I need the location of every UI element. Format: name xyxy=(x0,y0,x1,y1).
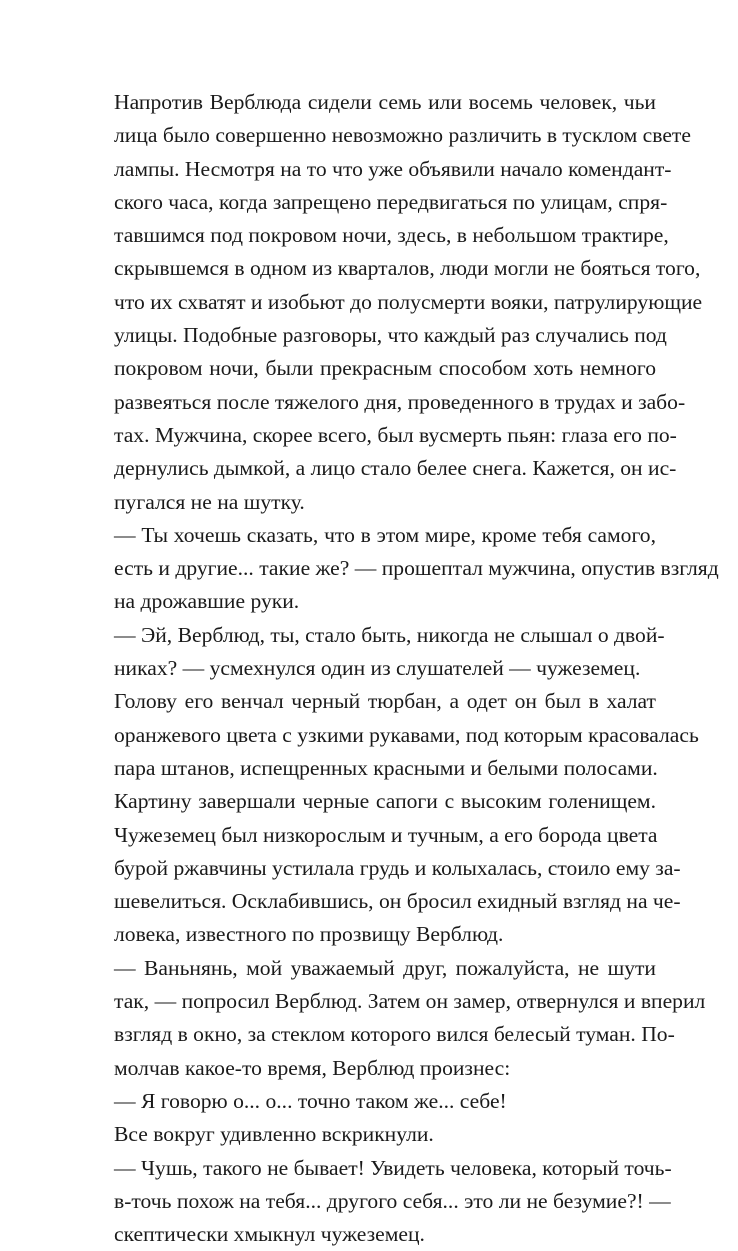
text-line: Все вокруг удивленно вскрикнули. xyxy=(84,1118,656,1151)
text-line: покровом ночи, были прекрасным способом хоть немного xyxy=(84,352,656,385)
text-line: тах. Мужчина, скорее всего, был вусмерть пьян: глаза его по- xyxy=(84,419,656,452)
text-line: пугался не на шутку. xyxy=(84,486,656,519)
paragraph-8 xyxy=(84,1152,656,1251)
text-line: — Чушь, такого не бывает! Увидеть человека, который точь- xyxy=(84,1152,656,1185)
text-line: в-точь похож на тебя... другого себя... это ли не безумие?! — xyxy=(84,1185,656,1218)
paragraph-6 xyxy=(84,1085,656,1118)
text-line: так, — попросил Верблюд. Затем он замер, отвернулся и вперил xyxy=(84,985,656,1018)
text-line: — Ты хочешь сказать, что в этом мире, кроме тебя самого, xyxy=(84,519,656,552)
text-line: никах? — усмехнулся один из слушателей — чужеземец. xyxy=(84,652,656,685)
text-line: оранжевого цвета с узкими рукавами, под которым красовалась xyxy=(84,719,656,752)
text-line: молчав какое-то время, Верблюд произнес: xyxy=(84,1052,656,1085)
text-line: Картину завершали черные сапоги с высоким голенищем. xyxy=(84,785,656,818)
paragraph-2 xyxy=(84,519,656,619)
text-line: ловека, известного по прозвищу Верблюд. xyxy=(84,918,656,951)
text-line: Голову его венчал черный тюрбан, а одет он был в халат xyxy=(84,685,656,718)
text-line: лампы. Несмотря на то что уже объявили начало комендант- xyxy=(84,153,656,186)
text-line: — Ваньнянь, мой уважаемый друг, пожалуйста, не шути xyxy=(84,952,656,985)
text-line: улицы. Подобные разговоры, что каждый раз случались под xyxy=(84,319,656,352)
text-line: ского часа, когда запрещено передвигаться по улицам, спря- xyxy=(84,186,656,219)
text-line: лица было совершенно невозможно различить в тусклом свете xyxy=(84,119,656,152)
text-line: бурой ржавчины устилала грудь и колыхалась, стоило ему за- xyxy=(84,852,656,885)
text-line: шевелиться. Осклабившись, он бросил ехидный взгляд на че- xyxy=(84,885,656,918)
text-line: Чужеземец был низкорослым и тучным, а его борода цвета xyxy=(84,819,656,852)
text-line: взгляд в окно, за стеклом которого вился белесый туман. По- xyxy=(84,1018,656,1051)
text-line: тавшимся под покровом ночи, здесь, в небольшом трактире, xyxy=(84,219,656,252)
text-line: — Эй, Верблюд, ты, стало быть, никогда не слышал о двой- xyxy=(84,619,656,652)
text-line: что их схватят и изобьют до полусмерти вояки, патрулирующие xyxy=(84,286,656,319)
text-line: дернулись дымкой, а лицо стало белее снега. Кажется, он ис- xyxy=(84,452,656,485)
text-line: развеяться после тяжелого дня, проведенного в трудах и забо- xyxy=(84,386,656,419)
paragraph-1 xyxy=(84,86,656,519)
text-line: скрывшемся в одном из кварталов, люди могли не бояться того, xyxy=(84,252,656,285)
paragraph-3 xyxy=(84,619,656,686)
text-line: на дрожавшие руки. xyxy=(84,585,656,618)
paragraph-7 xyxy=(84,1118,656,1151)
text-line: пара штанов, испещренных красными и белыми полосами. xyxy=(84,752,656,785)
book-page xyxy=(84,86,656,1251)
text-line: есть и другие... такие же? — прошептал мужчина, опустив взгляд xyxy=(84,552,656,585)
text-line: Напротив Верблюда сидели семь или восемь человек, чьи xyxy=(84,86,656,119)
text-line: — Я говорю о... о... точно таком же... себе! xyxy=(84,1085,656,1118)
paragraph-5 xyxy=(84,952,656,1085)
text-line: скептически хмыкнул чужеземец. xyxy=(84,1218,656,1251)
paragraph-4 xyxy=(84,685,656,951)
